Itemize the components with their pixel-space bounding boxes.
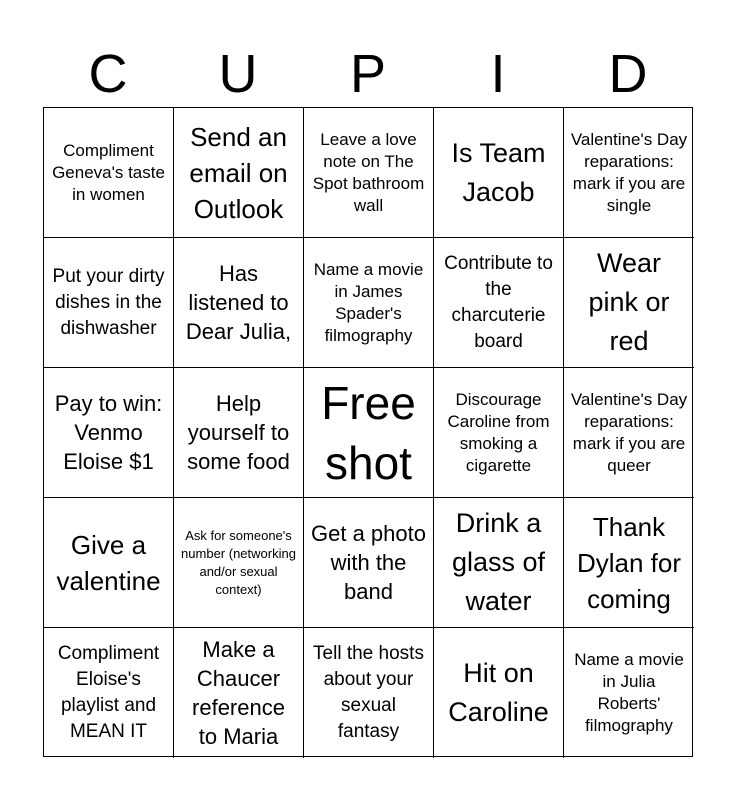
bingo-cell[interactable]: Has listened to Dear Julia, [174, 238, 304, 368]
free-space-cell[interactable]: Free shot [304, 368, 434, 498]
header-letter-u: U [218, 44, 258, 104]
header-letter-p: P [349, 44, 387, 104]
bingo-cell[interactable]: Hit on Caroline [434, 628, 564, 758]
header-letter-d: D [608, 44, 648, 104]
bingo-cell[interactable]: Thank Dylan for coming [564, 498, 694, 628]
bingo-cell[interactable]: Send an email on Outlook [174, 108, 304, 238]
bingo-cell[interactable]: Pay to win: Venmo Eloise $1 [44, 368, 174, 498]
header-letter-i: I [490, 44, 506, 104]
bingo-cell[interactable]: Is Team Jacob [434, 108, 564, 238]
bingo-cell[interactable]: Wear pink or red [564, 238, 694, 368]
bingo-cell[interactable]: Tell the hosts about your sexual fantasy [304, 628, 434, 758]
bingo-cell[interactable]: Help yourself to some food [174, 368, 304, 498]
bingo-cell[interactable]: Give a valentine [44, 498, 174, 628]
bingo-board [43, 107, 693, 757]
bingo-cell[interactable]: Make a Chaucer reference to Maria [174, 628, 304, 758]
bingo-cell[interactable]: Valentine's Day reparations: mark if you are single [564, 108, 694, 238]
bingo-cell[interactable]: Discourage Caroline from smoking a cigarette [434, 368, 564, 498]
bingo-cell[interactable]: Put your dirty dishes in the dishwasher [44, 238, 174, 368]
bingo-cell[interactable]: Compliment Eloise's playlist and MEAN IT [44, 628, 174, 758]
bingo-cell[interactable]: Ask for someone's number (networking and/or sexual context) [174, 498, 304, 628]
bingo-cell[interactable]: Leave a love note on The Spot bathroom wall [304, 108, 434, 238]
header-letter-c: C [88, 44, 128, 104]
bingo-header [43, 44, 693, 104]
bingo-cell[interactable]: Contribute to the charcuterie board [434, 238, 564, 368]
bingo-cell[interactable]: Get a photo with the band [304, 498, 434, 628]
bingo-cell[interactable]: Drink a glass of water [434, 498, 564, 628]
bingo-cell[interactable]: Valentine's Day reparations: mark if you are queer [564, 368, 694, 498]
bingo-cell[interactable]: Name a movie in James Spader's filmography [304, 238, 434, 368]
bingo-cell[interactable]: Compliment Geneva's taste in women [44, 108, 174, 238]
bingo-cell[interactable]: Name a movie in Julia Roberts' filmography [574, 650, 684, 735]
